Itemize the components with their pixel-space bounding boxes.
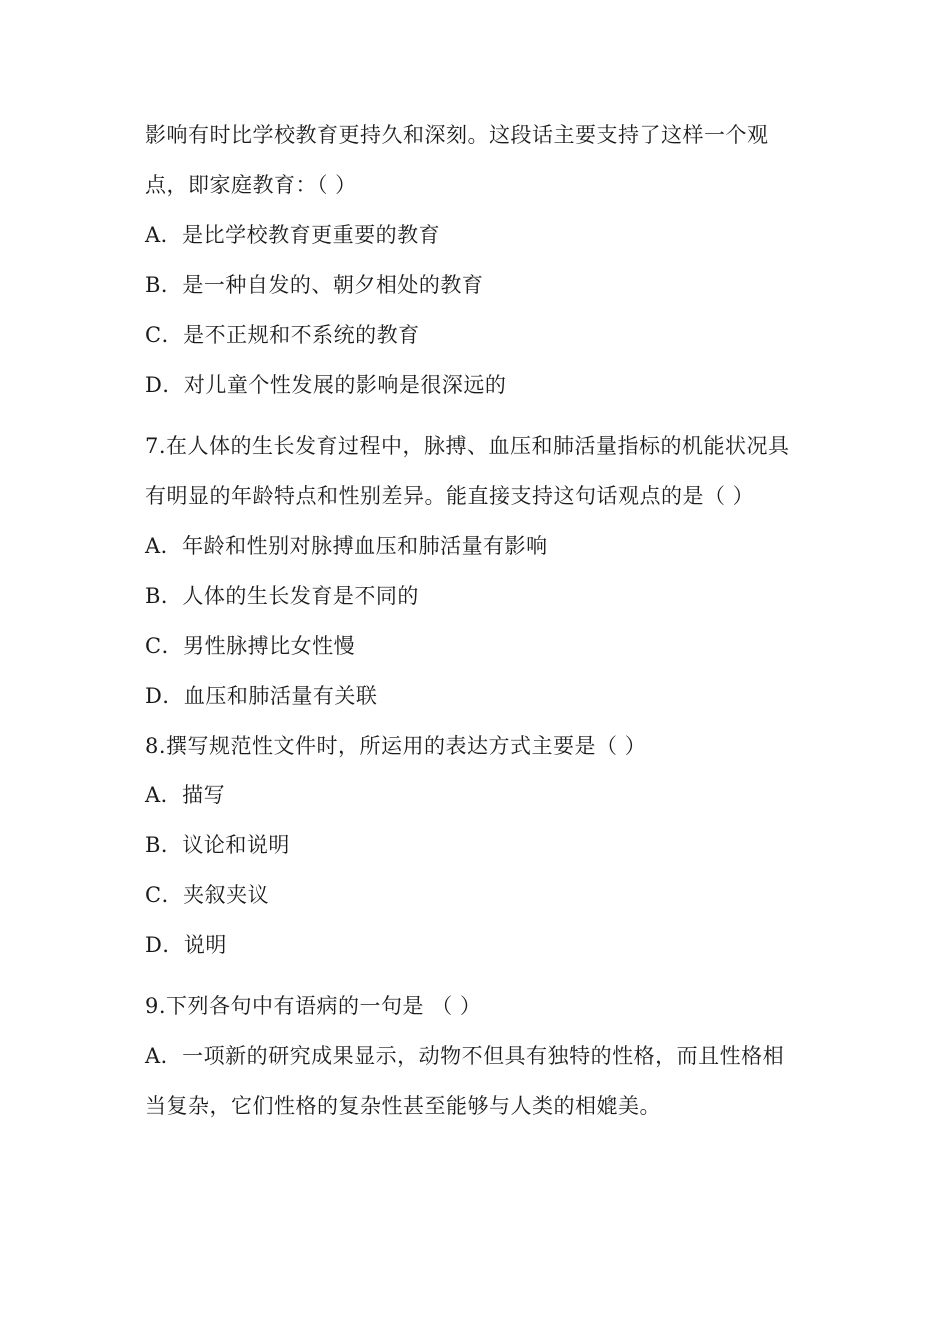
q8-option-a: A．描写: [145, 783, 226, 807]
q8-option-b: B．议论和说明: [145, 833, 290, 857]
q7-option-d: D．血压和肺活量有关联: [145, 684, 378, 708]
q9-option-a-line-1: A．一项新的研究成果显示，动物不但具有独特的性格，而且性格相: [145, 1044, 785, 1068]
q8-option-d: D．说明: [145, 933, 227, 957]
q8-stem: 8.撰写规范性文件时，所运用的表达方式主要是（ ）: [145, 734, 647, 758]
q6-option-d: D．对儿童个性发展的影响是很深远的: [145, 373, 507, 397]
q7-option-a: A．年龄和性别对脉搏血压和肺活量有影响: [145, 534, 548, 558]
q7-stem-line-2: 有明显的年龄特点和性别差异。能直接支持这句话观点的是（ ）: [145, 484, 755, 508]
q7-option-b: B．人体的生长发育是不同的: [145, 584, 419, 608]
q6-option-b: B．是一种自发的、朝夕相处的教育: [145, 273, 484, 297]
q6-option-a: A．是比学校教育更重要的教育: [145, 223, 441, 247]
q8-option-c: C．夹叙夹议: [145, 883, 270, 907]
q6-option-c: C．是不正规和不系统的教育: [145, 323, 420, 347]
q7-option-c: C．男性脉搏比女性慢: [145, 634, 356, 658]
q6-stem-line-2: 点，即家庭教育：（ ）: [145, 173, 357, 197]
q6-stem-line-1: 影响有时比学校教育更持久和深刻。这段话主要支持了这样一个观: [145, 123, 769, 147]
q9-stem: 9.下列各句中有语病的一句是 （ ）: [145, 994, 482, 1018]
q7-stem-line-1: 7.在人体的生长发育过程中，脉搏、血压和肺活量指标的机能状况具: [145, 434, 790, 458]
q9-option-a-line-2: 当复杂，它们性格的复杂性甚至能够与人类的相媲美。: [145, 1094, 661, 1118]
